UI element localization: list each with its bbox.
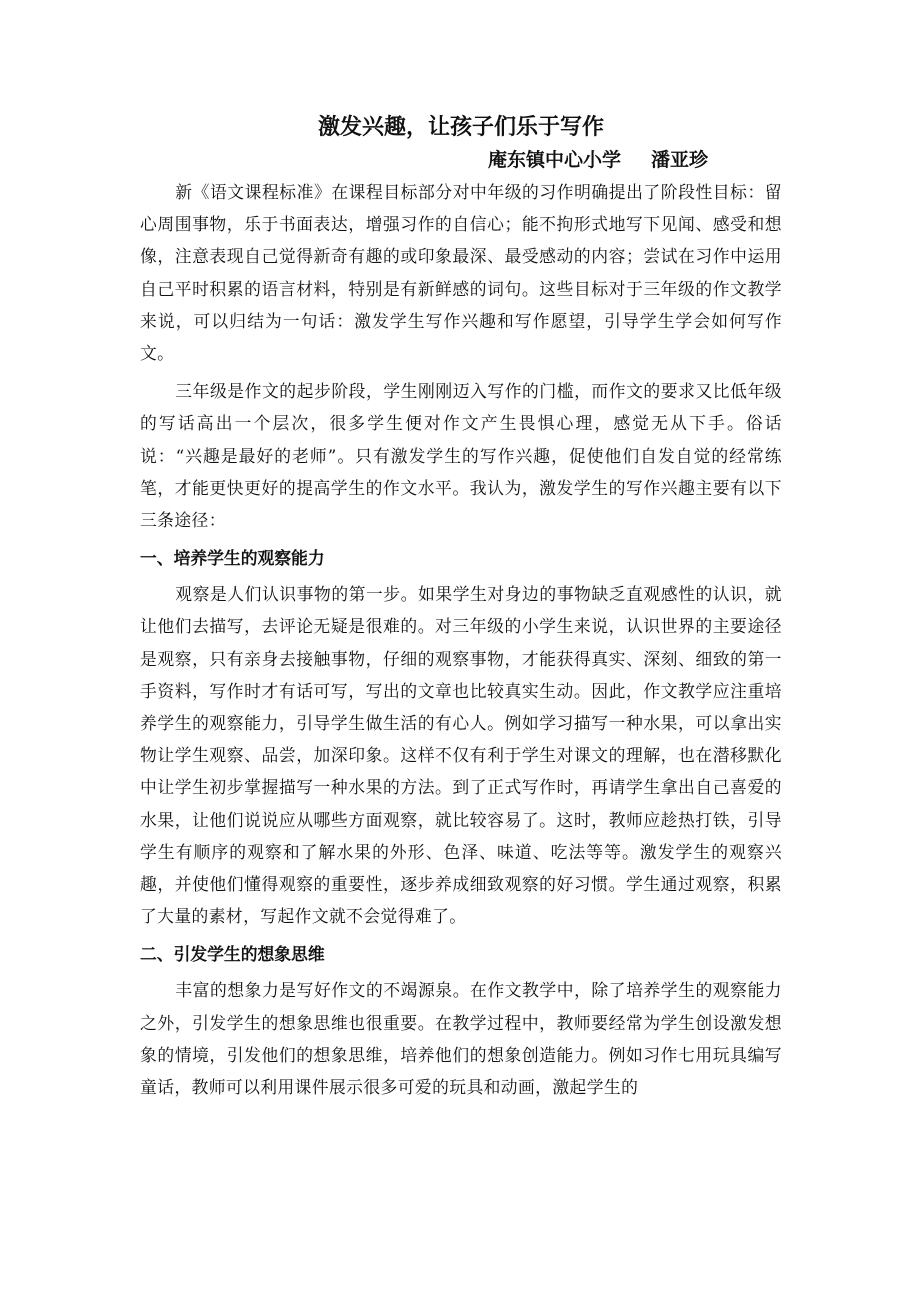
author-line: [140, 144, 782, 176]
intro-paragraph-2: 三年级是作文的起步阶段，学生刚刚迈入写作的门槛，而作文的要求又比低年级的写话高出一个层次，很多学生便对作文产生畏惧心理，感觉无从下手。俗话说：“兴趣是最好的老师”。只有激发学生的写作兴趣，促使他们自发自觉的经常练笔，才能更快更好的提高学生的作文水平。我认为，激发学生的写作兴趣主要有以下三条途径：: [140, 381, 782, 531]
author-school: 庵东镇中心小学: [487, 149, 621, 171]
section-paragraph-2: 丰富的想象力是写好作文的不竭源泉。在作文教学中，除了培养学生的观察能力之外，引发学生的想象思维也很重要。在教学过程中，教师要经常为学生创设激发想象的情境，引发他们的想象思维，培养他们的想象创造能力。例如习作七用玩具编写童话，教师可以利用课件展示很多可爱的玩具和动画，激起学生的: [140, 980, 782, 1098]
section-paragraph-1: 观察是人们认识事物的第一步。如果学生对身边的事物缺乏直观感性的认识，就让他们去描写，去评论无疑是很难的。对三年级的小学生来说，认识世界的主要途径是观察，只有亲身去接触事物，仔细的观察事物，才能获得真实、深刻、细致的第一手资料，写作时才有话可写，写出的文章也比较真实生动。因此，作文教学应注重培养学生的观察能力，引导学生做生活的有心人。例如学习描写一种水果，可以拿出实物让学生观察、品尝，加深印象。这样不仅有利于学生对课文的理解，也在潜移默化中让学生初步掌握描写一种水果的方法。到了正式写作时，再请学生拿出自己喜爱的水果，让他们说说应从哪些方面观察，就比较容易了。这时，教师应趁热打铁，引导学生有顺序的观察和了解水果的外形、色泽、味道、吃法等等。激发学生的观察兴趣，并使他们懂得观察的重要性，逐步养成细致观察的好习惯。学生通过观察，积累了大量的素材，写起作文就不会觉得难了。: [140, 584, 782, 927]
section-heading-1: 一、培养学生的观察能力: [140, 548, 325, 569]
document-title: 激发兴趣，让孩子们乐于写作: [317, 114, 604, 140]
intro-paragraph-1: 新《语文课程标准》在课程目标部分对中年级的习作明确提出了阶段性目标：留心周围事物，乐于书面表达，增强习作的自信心；能不拘形式地写下见闻、感受和想像，注意表现自己觉得新奇有趣的或印象最深、最受感动的内容；尝试在习作中运用自己平时积累的语言材料，特别是有新鲜感的词句。这些目标对于三年级的作文教学来说，可以归结为一句话：激发学生写作兴趣和写作愿望，引导学生学会如何写作文。: [140, 182, 782, 364]
author-name: 潘亚珍: [650, 149, 708, 171]
section-heading-2: 二、引发学生的想象思维: [140, 944, 325, 965]
document-page: [140, 110, 782, 1103]
